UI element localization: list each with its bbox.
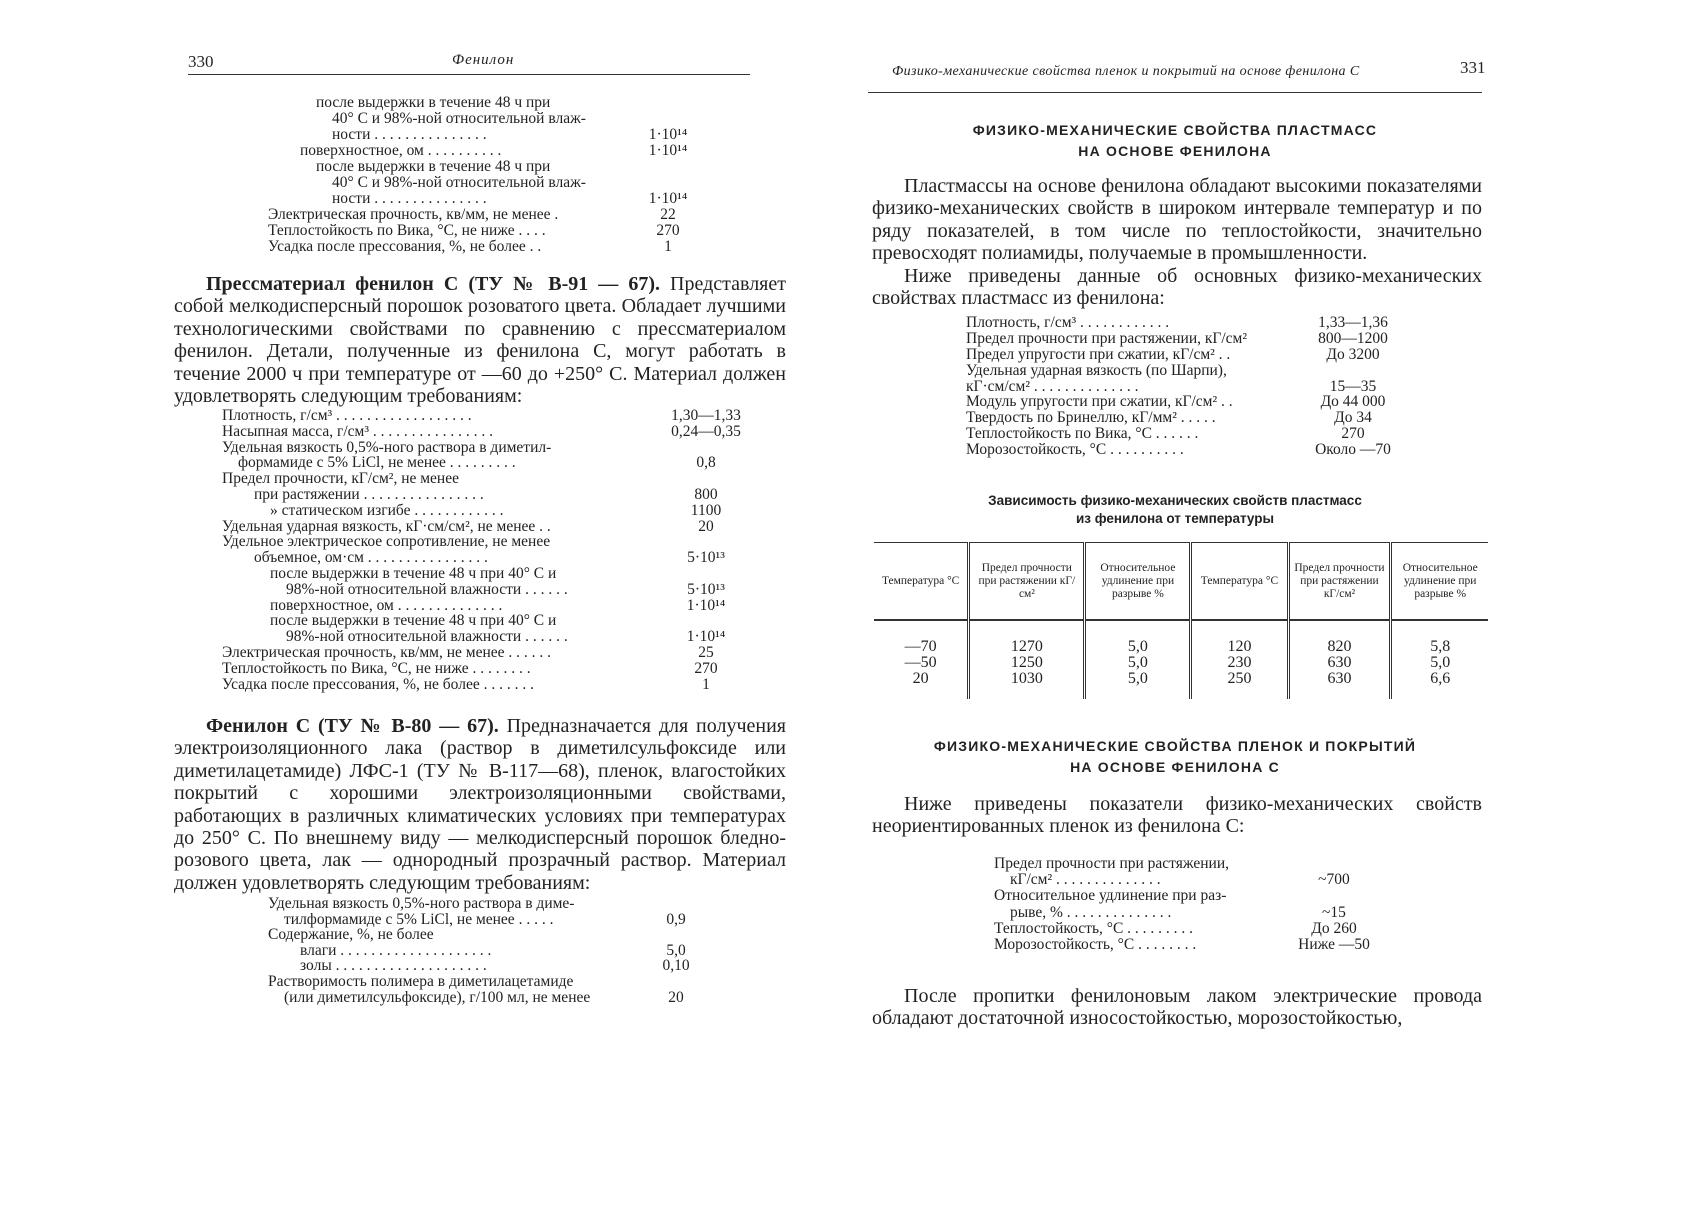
spec-row <box>222 518 758 534</box>
paragraph-text: Представляет собой мелкодисперсный порошок розоватого цвета. Обладает лучшими технологическими свойствами по сравнению с прессматериалом фенилон. Детали, полученные из фенилона С, могут работать в течение 2000 ч при температуре от —60 до +250° С. Материал должен удовлетворять следующим требованиям: <box>174 273 786 408</box>
spec-label: после выдержки в течение 48 ч при 40° С и <box>270 564 557 582</box>
spec-value: 800—1200 <box>1318 329 1388 347</box>
spec-value: 25 <box>698 643 714 661</box>
spec-value: 22 <box>660 206 676 223</box>
table-value: 820 <box>1327 638 1352 655</box>
spec-label: Предел упругости при сжатии, кГ/см² . . <box>966 345 1231 363</box>
table-row <box>874 620 1488 699</box>
header-rule <box>868 92 1482 93</box>
spec-value: 1,30—1,33 <box>671 407 741 424</box>
spec-label: формамиде с 5% LiCl, не менее . . . . . . . . . <box>238 454 516 472</box>
spec-row <box>994 871 1384 887</box>
spec-row <box>222 486 758 502</box>
paragraph-text: Предназначается для получения электроизоляционного лака (раствор в диметилсульфоксиде или диметилацетамиде) ЛФС-1 (ТУ № В-117—68), пленок, влагостойких покрытий с хорошими электроизоляционными свойствами, работающих в различных климатических условиях при температурах до 250° С. По внешнему виду — мелкодисперсный порошок бледно-розового цвета, лак — однородный прозрачный раствор. Материал должен удовлетворять следующим требованиям: <box>174 715 786 894</box>
running-head: Физико-механические свойства пленок и покрытий на основе фенилона С <box>892 64 1360 79</box>
spec-label: Усадка после прессования, %, не более . . . . . . . <box>222 675 534 693</box>
table-caption <box>868 492 1482 528</box>
spec-value: 5·10¹³ <box>687 580 725 598</box>
table-cell <box>1085 620 1191 699</box>
paragraph-pressmaterial <box>174 273 786 407</box>
table-value: 1270 <box>1010 638 1043 655</box>
spec-label: » статическом изгибе . . . . . . . . . . . . <box>270 501 504 519</box>
table-value: —50 <box>904 654 937 671</box>
spec-label: тилформамиде с 5% LiCl, не менее . . . . . <box>284 910 554 928</box>
spec-label: Электрическая прочность, кв/мм, не менее . <box>268 206 559 223</box>
temperature-table <box>874 542 1488 699</box>
spec-label: Содержание, %, не более <box>268 926 434 944</box>
spec-label: Морозостойкость, °С . . . . . . . . <box>994 935 1197 953</box>
spec-label: Предел прочности при растяжении, кГ/см² <box>966 329 1248 347</box>
spec-label: объемное, ом·см . . . . . . . . . . . . . . . . <box>254 549 488 567</box>
spec-value: 1,33—1,36 <box>1318 314 1388 331</box>
spec-row <box>268 926 704 942</box>
table-header-cell: Температура °С <box>874 543 969 621</box>
spec-value: 15—35 <box>1329 377 1377 395</box>
table-value: 1250 <box>1010 654 1043 671</box>
table-value: 5,0 <box>1127 670 1148 687</box>
spec-row <box>994 936 1384 952</box>
spec-row <box>222 581 758 597</box>
spec-label: Теплостойкость по Вика, °С . . . . . . <box>966 425 1199 443</box>
spec-label: Электрическая прочность, кв/мм, не менее . . . . . . <box>222 643 552 661</box>
spec-label: Твердость по Бринеллю, кГ/мм² . . . . . <box>966 409 1216 427</box>
spec-value: ~700 <box>1318 871 1350 889</box>
spec-label: Предел прочности при растяжении, <box>994 855 1230 872</box>
page-number: 331 <box>1460 58 1486 77</box>
spec-label: (или диметилсульфоксиде), г/100 мл, не менее <box>284 988 591 1006</box>
spec-row <box>268 895 704 911</box>
spec-row <box>966 362 1406 378</box>
caption-line: из фенилона от температуры <box>1075 511 1275 526</box>
spec-row <box>268 174 708 190</box>
spec-row <box>268 911 704 927</box>
table-value: 6,6 <box>1430 670 1451 687</box>
spec-value: 20 <box>698 517 714 535</box>
spec-row <box>994 887 1384 903</box>
spec-value: 270 <box>656 222 680 239</box>
spec-label: 40° С и 98%-ной относительной влаж- <box>332 110 586 127</box>
paragraph-text: Пластмассы на основе фенилона обладают высокими показателями физико-механических свойств в широком интервале температур и по ряду показателей, в том числе по теплостойкости, значительно превосходят полиамиды, получаемые в промышленности. <box>872 175 1482 265</box>
table-cell <box>969 620 1085 699</box>
spec-label: Плотность, г/см³ . . . . . . . . . . . . <box>966 314 1170 331</box>
table-header-cell: Относительное удлинение при разрыве % <box>1085 543 1191 621</box>
spec-label: Модуль упругости при сжатии, кГ/см² . . <box>966 393 1233 411</box>
spec-label: Предел прочности, кГ/см², не менее <box>222 470 459 488</box>
paragraph-films <box>872 793 1482 838</box>
spec-row <box>268 94 708 110</box>
spec-value: 1·10¹⁴ <box>648 126 688 143</box>
table-value: 5,8 <box>1430 638 1451 655</box>
table-header-cell: Предел прочности при растяжении кГ/см² <box>969 543 1085 621</box>
spec-label: Удельное электрическое сопротивление, не менее <box>222 533 551 551</box>
spec-label: 98%-ной относительной влажности . . . . . . <box>286 628 568 646</box>
heading-line: ФИЗИКО-МЕХАНИЧЕСКИЕ СВОЙСТВА ПЛЕНОК И ПОКРЫТИЙ <box>933 738 1417 754</box>
caption-line: Зависимость физико-механических свойств пластмасс <box>988 493 1362 508</box>
spec-value: 0,9 <box>666 910 686 928</box>
table-value: 630 <box>1327 654 1352 671</box>
spec-value: 270 <box>1341 425 1365 443</box>
spec-label: 40° С и 98%-ной относительной влаж- <box>332 174 586 191</box>
spec-row <box>268 126 708 142</box>
spec-row <box>268 942 704 958</box>
spec-label: золы . . . . . . . . . . . . . . . . . . . . <box>300 957 487 975</box>
spec-list-plastics <box>966 314 1406 457</box>
spec-row <box>222 470 758 486</box>
spec-list-pressmaterial <box>222 407 758 691</box>
spec-label: рыве, % . . . . . . . . . . . . . . <box>1010 903 1172 921</box>
section-heading-plastics <box>868 120 1482 162</box>
spec-row <box>268 957 704 973</box>
spec-label: ности . . . . . . . . . . . . . . . <box>332 126 487 143</box>
spec-label: кГ·см/см² . . . . . . . . . . . . . . <box>966 377 1139 395</box>
spec-value: До 34 <box>1334 409 1372 427</box>
spec-row <box>994 904 1384 920</box>
spec-row <box>222 454 758 470</box>
spec-row <box>966 393 1406 409</box>
spec-value: 1·10¹⁴ <box>686 596 726 614</box>
spec-label: Теплостойкость, °С . . . . . . . . . <box>994 919 1194 937</box>
spec-value: 270 <box>694 659 718 677</box>
table-value: 1030 <box>1010 670 1043 687</box>
spec-row <box>268 222 708 238</box>
spec-label: Относительное удлинение при раз- <box>994 887 1227 905</box>
table-value: 5,0 <box>1430 654 1451 671</box>
table-cell <box>1288 620 1391 699</box>
spec-value: 0,8 <box>696 454 716 472</box>
spec-label: Теплостойкость по Вика, °С, не ниже . . . . <box>268 222 546 239</box>
spec-label: поверхностное, ом . . . . . . . . . . . . . . <box>270 596 503 614</box>
spec-value: 1 <box>664 238 672 255</box>
spec-row <box>222 644 758 660</box>
header-rule <box>188 74 750 75</box>
spec-value: 0,24—0,35 <box>671 422 741 440</box>
spec-row <box>966 330 1406 346</box>
spec-value: 1 <box>702 675 710 693</box>
spec-value: ~15 <box>1322 903 1346 921</box>
spec-list-top <box>268 94 708 254</box>
spec-value: 1·10¹⁴ <box>686 628 726 646</box>
paragraph-text: Ниже приведены данные об основных физико-механических свойствах пластмасс из фенилона: <box>872 264 1482 310</box>
paragraph-plastics <box>872 175 1482 309</box>
table-cell <box>874 620 969 699</box>
spec-row <box>222 565 758 581</box>
spec-row <box>966 441 1406 457</box>
table-value: 20 <box>912 670 929 687</box>
spec-label: Морозостойкость, °С . . . . . . . . . . <box>966 441 1184 459</box>
running-head: Фенилон <box>452 52 515 68</box>
spec-row <box>222 612 758 628</box>
spec-value: 20 <box>668 988 684 1006</box>
spec-row <box>994 920 1384 936</box>
spec-row <box>268 110 708 126</box>
spec-row <box>994 855 1384 871</box>
spec-label: Растворимость полимера в диметилацетамиде <box>268 972 574 990</box>
section-heading-films <box>868 736 1482 778</box>
heading-line: НА ОСНОВЕ ФЕНИЛОНА <box>1078 143 1272 159</box>
spec-list-films <box>994 855 1384 952</box>
spec-row <box>268 989 704 1005</box>
spec-label: поверхностное, ом . . . . . . . . . . <box>300 142 502 159</box>
spec-row <box>268 206 708 222</box>
table-value: 5,0 <box>1127 638 1148 655</box>
paragraph-fenilon-c <box>174 715 786 894</box>
spec-row <box>966 425 1406 441</box>
spec-label: Удельная ударная вязкость (по Шарпи), <box>966 361 1227 379</box>
spec-value: 1·10¹⁴ <box>648 190 688 207</box>
spec-value: 1·10¹⁴ <box>648 142 688 159</box>
spec-label: Плотность, г/см³ . . . . . . . . . . . . . . . . . . <box>222 407 472 424</box>
spec-value: Ниже —50 <box>1298 935 1370 953</box>
spec-row <box>222 628 758 644</box>
spec-row <box>966 378 1406 394</box>
spec-label: Насыпная масса, г/см³ . . . . . . . . . . . . . . . . <box>222 422 494 440</box>
spec-row <box>268 142 708 158</box>
spec-list-fenilon-c <box>268 895 704 1004</box>
spec-row <box>222 407 758 423</box>
spec-row <box>966 409 1406 425</box>
spec-row <box>268 190 708 206</box>
spec-row <box>222 549 758 565</box>
spec-row <box>966 346 1406 362</box>
paragraph-text: Ниже приведены показатели физико-механических свойств неориентированных пленок из фенилона С: <box>872 793 1482 838</box>
spec-label: Теплостойкость по Вика, °С, не ниже . . . . . . . . <box>222 659 531 677</box>
spec-row <box>222 533 758 549</box>
spec-row <box>268 238 708 254</box>
spec-value: 5,0 <box>666 941 686 959</box>
spec-value: До 44 000 <box>1320 393 1386 411</box>
spec-label: Удельная ударная вязкость, кГ·см/см², не менее . . <box>222 517 551 535</box>
spec-label: после выдержки в течение 48 ч при 40° С и <box>270 612 557 630</box>
spec-value: 800 <box>694 485 718 503</box>
spec-row <box>222 676 758 692</box>
table-cell <box>1391 620 1488 699</box>
spec-value: До 260 <box>1311 919 1357 937</box>
paragraph-title: Фенилон С (ТУ № В-80 — 67). <box>206 715 499 737</box>
spec-value: До 3200 <box>1326 345 1380 363</box>
table-value: 5,0 <box>1127 654 1148 671</box>
spec-row <box>966 314 1406 330</box>
table-header-cell: Температура °С <box>1191 543 1288 621</box>
spec-label: после выдержки в течение 48 ч при <box>316 94 551 111</box>
spec-value: 1100 <box>690 501 722 519</box>
spec-row <box>222 502 758 518</box>
heading-line: ФИЗИКО-МЕХАНИЧЕСКИЕ СВОЙСТВА ПЛАСТМАСС <box>972 122 1378 138</box>
table-value: 120 <box>1227 638 1252 655</box>
spec-label: Удельная вязкость 0,5%-ного раствора в диметил- <box>222 438 552 456</box>
spec-label: 98%-ной относительной влажности . . . . . . <box>286 580 568 598</box>
table-header-cell: Относительное удлинение при разрыве % <box>1391 543 1488 621</box>
table-header-cell: Предел прочности при растяжении кГ/см² <box>1288 543 1391 621</box>
spec-label: влаги . . . . . . . . . . . . . . . . . . . . <box>300 941 492 959</box>
paragraph-wires <box>872 985 1482 1030</box>
spec-row <box>222 423 758 439</box>
spec-label: кГ/см² . . . . . . . . . . . . . . <box>1010 871 1161 889</box>
spec-row <box>222 660 758 676</box>
spec-value: 5·10¹³ <box>687 549 725 567</box>
spec-label: после выдержки в течение 48 ч при <box>316 158 551 175</box>
spec-value: 0,10 <box>662 957 690 975</box>
heading-line: НА ОСНОВЕ ФЕНИЛОНА С <box>1070 759 1280 775</box>
right-page <box>842 0 1684 1224</box>
spec-row <box>222 597 758 613</box>
spec-label: ности . . . . . . . . . . . . . . . <box>332 190 487 207</box>
paragraph-title: Прессматериал фенилон С (ТУ № В-91 — 67). <box>206 273 660 295</box>
table-value: —70 <box>904 638 937 655</box>
spec-label: Усадка после прессования, %, не более . . <box>268 238 542 255</box>
spec-label: при растяжении . . . . . . . . . . . . . . . . <box>254 485 484 503</box>
spec-value: Около —70 <box>1315 441 1391 459</box>
paragraph-text: После пропитки фенилоновым лаком электрические провода обладают достаточной износостойкостью, морозостойкостью, <box>872 985 1482 1030</box>
page-number: 330 <box>188 52 214 71</box>
spec-row <box>268 158 708 174</box>
spec-label: Удельная вязкость 0,5%-ного раствора в диме- <box>268 895 575 912</box>
spec-row <box>222 439 758 455</box>
table-value: 250 <box>1227 670 1252 687</box>
spec-row <box>268 973 704 989</box>
table-value: 230 <box>1227 654 1252 671</box>
table-cell <box>1191 620 1288 699</box>
table-value: 630 <box>1327 670 1352 687</box>
